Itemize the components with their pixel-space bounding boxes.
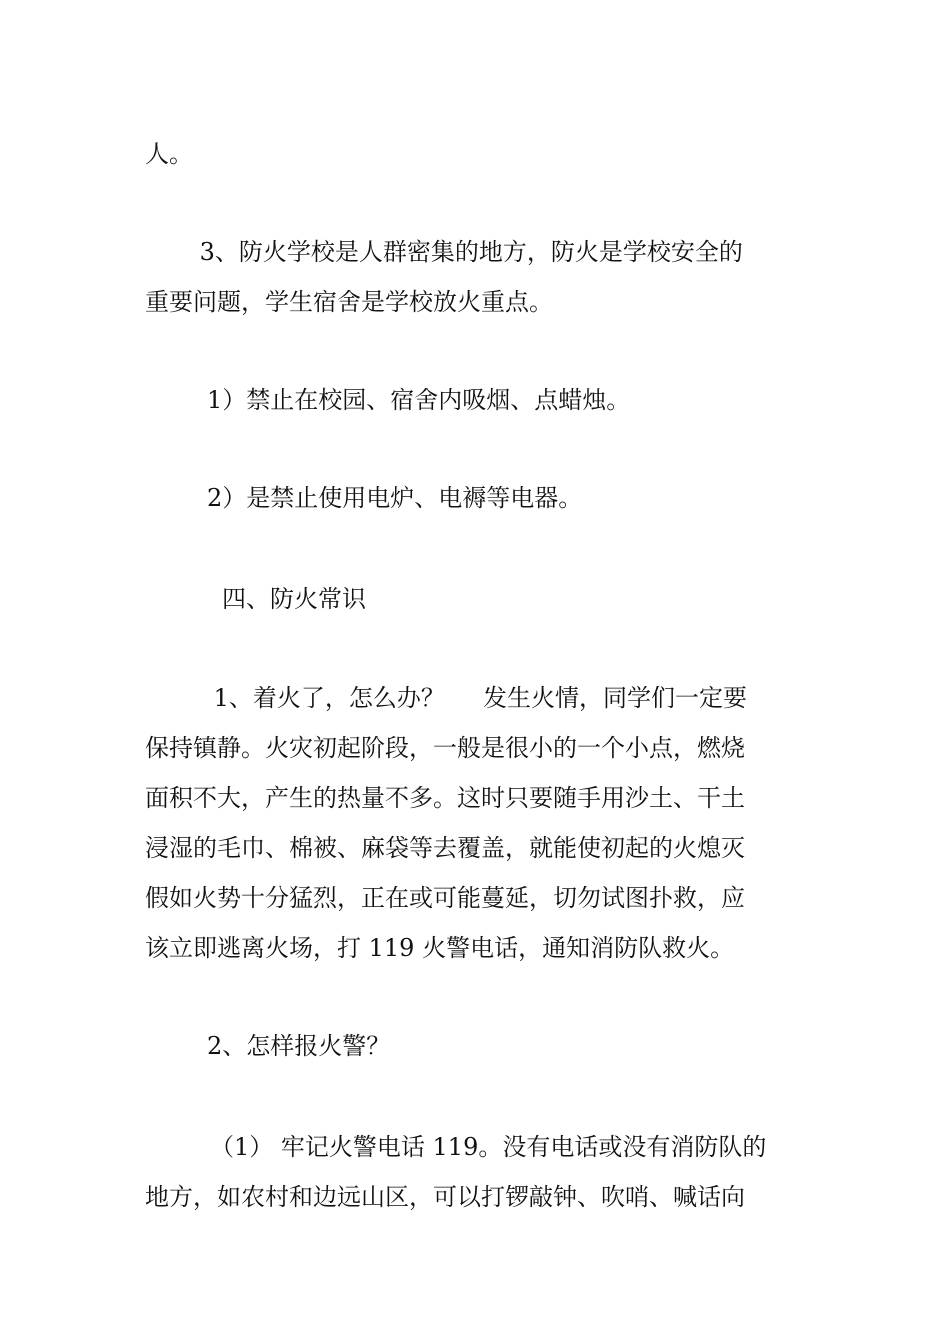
question-1-line-1: 1、着火了，怎么办？ 发生火情，同学们一定要: [206, 684, 748, 712]
question-1-line-4: 浸湿的毛巾、棉被、麻袋等去覆盖，就能使初起的火熄灭: [145, 834, 745, 862]
continuation-text: 人。: [145, 140, 193, 168]
question-1-line-3: 面积不大，产生的热量不多。这时只要随手用沙土、干土: [145, 784, 745, 812]
point-1-line-1: （1） 牢记火警电话 119。没有电话或没有消防队的: [210, 1133, 767, 1161]
section-3-line-1: 3、防火学校是人群密集的地方，防火是学校安全的: [192, 238, 743, 266]
question-1-line-6: 该立即逃离火场，打 119 火警电话，通知消防队救火。: [145, 934, 735, 962]
rule-item-2: 2）是禁止使用电炉、电褥等电器。: [207, 484, 583, 512]
section-heading-4: 四、防火常识: [222, 585, 366, 613]
question-1-line-2: 保持镇静。火灾初起阶段，一般是很小的一个小点，燃烧: [145, 734, 745, 762]
question-2: 2、怎样报火警？: [207, 1032, 391, 1060]
rule-item-1: 1）禁止在校园、宿舍内吸烟、点蜡烛。: [207, 386, 631, 414]
question-1-line-5: 假如火势十分猛烈，正在或可能蔓延，切勿试图扑救，应: [145, 884, 745, 912]
section-3-line-2: 重要问题，学生宿舍是学校放火重点。: [145, 288, 553, 316]
point-1-line-2: 地方，如农村和边远山区，可以打锣敲钟、吹哨、喊话向: [145, 1183, 745, 1211]
